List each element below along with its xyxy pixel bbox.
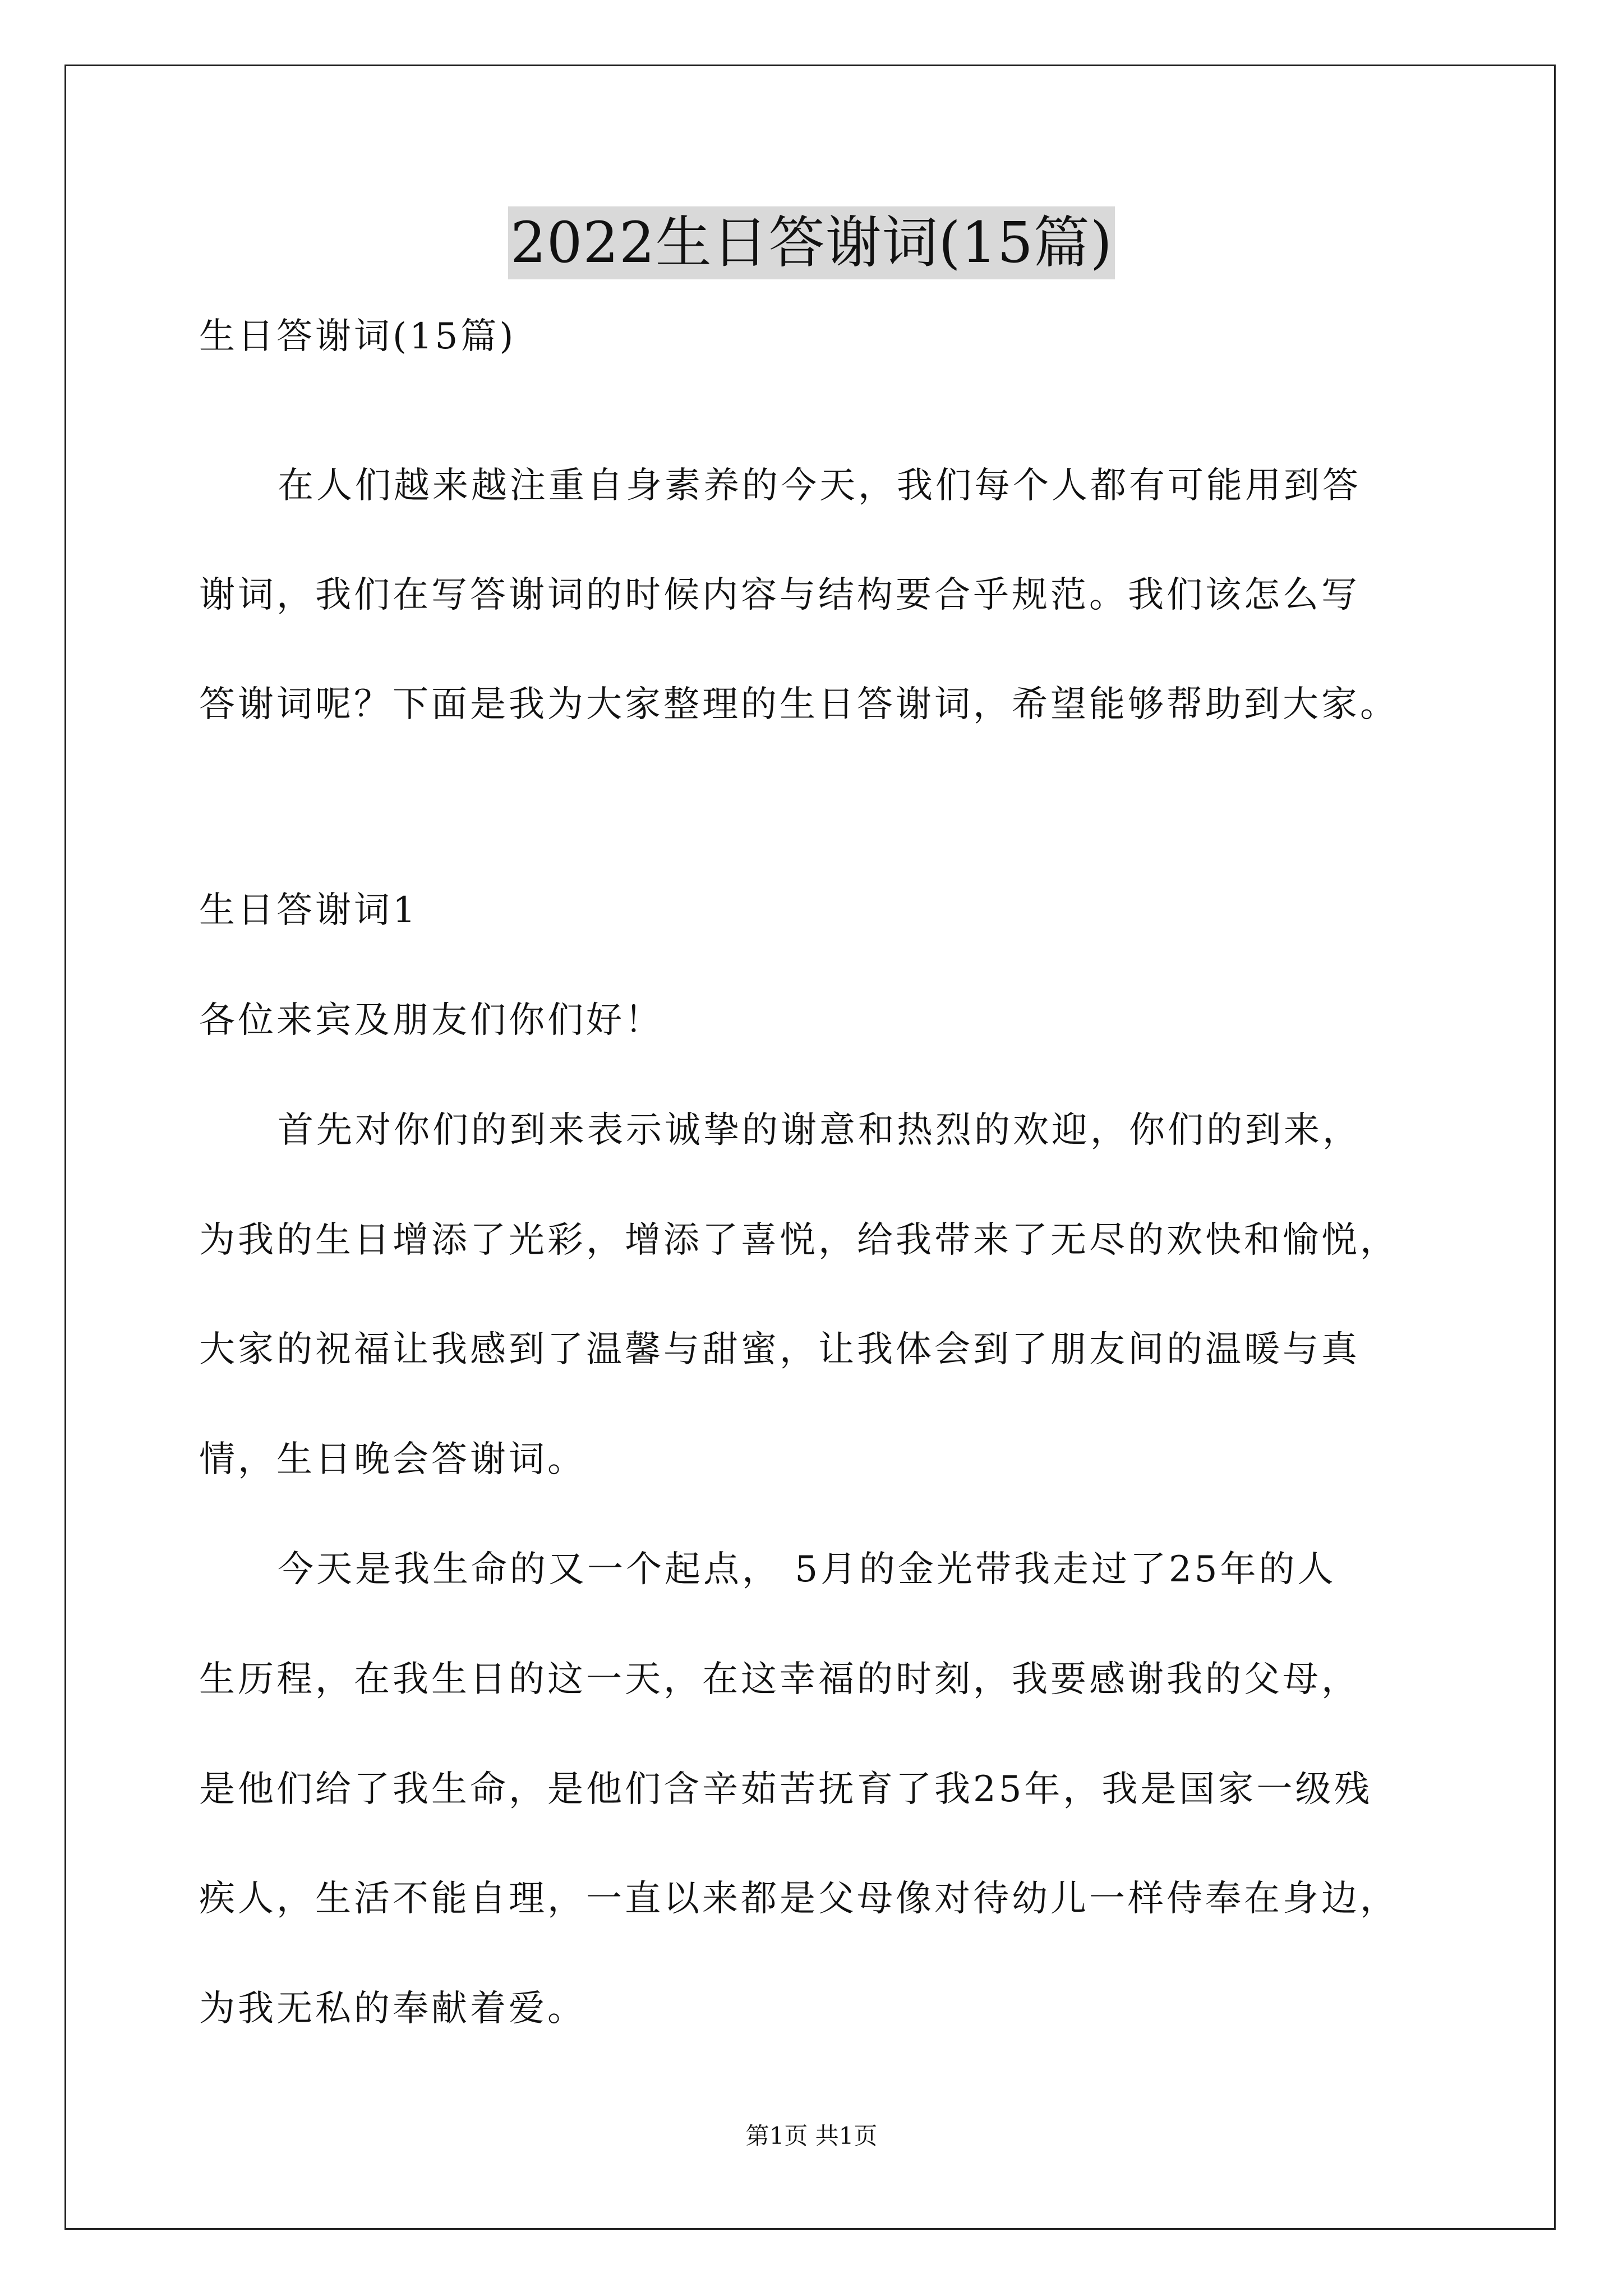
paragraph-2-line-3: 是他们给了我生命，是他们含辛茹苦抚育了我25年，我是国家一级残 [199, 1769, 1373, 1810]
paragraph-1-line-3: 大家的祝福让我感到了温馨与甜蜜，让我体会到了朋友间的温暖与真 [199, 1329, 1360, 1370]
intro-line-3: 答谢词呢？下面是我为大家整理的生日答谢词，希望能够帮助到大家。 [199, 684, 1399, 725]
paragraph-2-line-1: 今天是我生命的又一个起点， 5月的金光带我走过了25年的人 [278, 1549, 1336, 1590]
intro-line-2: 谢词，我们在写答谢词的时候内容与结构要合乎规范。我们该怎么写 [199, 574, 1360, 616]
paragraph-2-line-4: 疾人，生活不能自理，一直以来都是父母像对待幼儿一样侍奉在身边， [199, 1878, 1399, 1920]
intro-line-1: 在人们越来越注重自身素养的今天，我们每个人都有可能用到答 [278, 465, 1361, 507]
subtitle-line: 生日答谢词(15篇) [199, 316, 517, 357]
page-footer: 第1页 共1页 [745, 2122, 878, 2150]
paragraph-1-line-4: 情，生日晚会答谢词。 [199, 1439, 586, 1480]
paragraph-2-line-2: 生历程，在我生日的这一天，在这幸福的时刻，我要感谢我的父母， [199, 1659, 1360, 1700]
greeting-line: 各位来宾及朋友们你们好！ [199, 1000, 663, 1041]
paragraph-2-line-5: 为我无私的奉献着爱。 [199, 1988, 586, 2030]
paragraph-1-line-2: 为我的生日增添了光彩，增添了喜悦，给我带来了无尽的欢快和愉悦， [199, 1220, 1399, 1261]
section-heading: 生日答谢词1 [199, 890, 418, 931]
paragraph-1-line-1: 首先对你们的到来表示诚挚的谢意和热烈的欢迎，你们的到来， [278, 1110, 1361, 1151]
title-container [0, 206, 1623, 279]
document-title: 2022生日答谢词(15篇) [508, 206, 1115, 279]
